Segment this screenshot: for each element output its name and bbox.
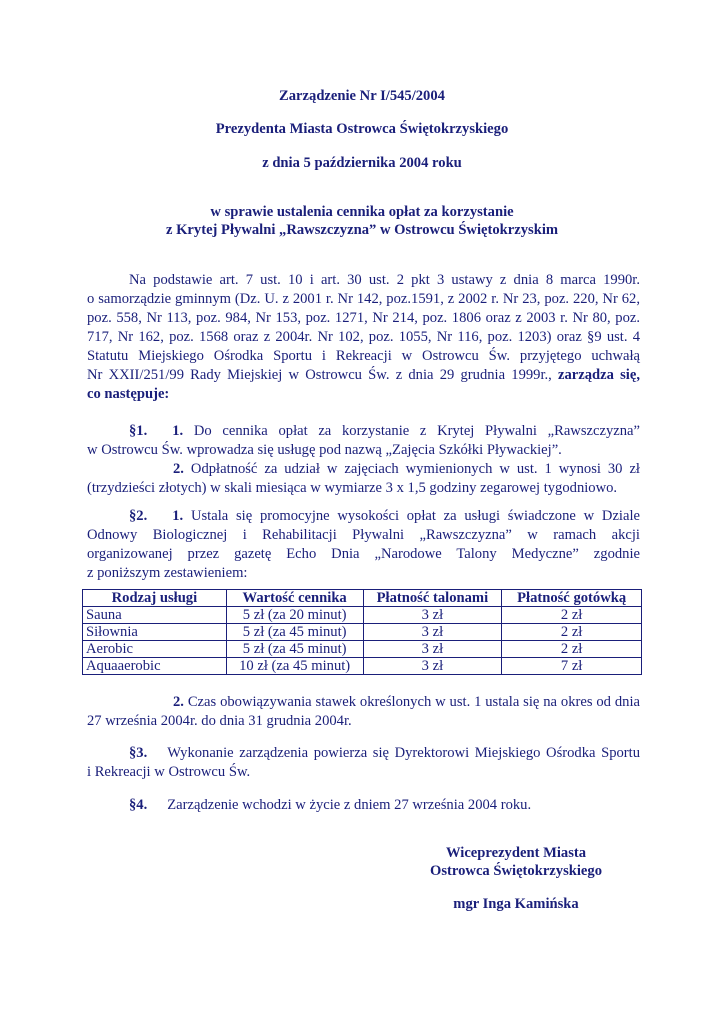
- coupon-payment-cell: 3 zł: [363, 641, 502, 658]
- price-table-header: Rodzaj usługi: [83, 590, 227, 607]
- par3-label: §3.: [129, 745, 148, 761]
- par1-pt2-line1: Odpłatność za udział w zajęciach wymienionych w ust. 1 wynosi 30 zł: [190, 461, 640, 477]
- par2-pt1-line4: z poniższym zestawieniem:: [87, 565, 248, 581]
- list-price-cell: 5 zł (za 45 minut): [226, 624, 363, 641]
- price-table-row: [83, 641, 642, 658]
- subject-line-2: z Krytej Pływalni „Rawszczyzna” w Ostrowcu Świętokrzyskim: [165, 222, 559, 238]
- list-price-cell: 5 zł (za 45 minut): [226, 641, 363, 658]
- cash-payment-cell: 2 zł: [502, 607, 642, 624]
- signature-title-line-1: Wiceprezydent Miasta: [445, 845, 587, 861]
- paragraph-2-point-2: [87, 693, 640, 731]
- preamble-bold-last-line: co następuje:: [87, 386, 170, 402]
- service-name-cell: Siłownia: [83, 624, 227, 641]
- document-title: Zarządzenie Nr I/545/2004: [279, 88, 445, 104]
- par2-pt1-line1: Ustala się promocyjne wysokości opłat za usługi świadczone w Dziale: [190, 508, 640, 524]
- par2-label: §2.: [129, 508, 148, 524]
- par3-line2: i Rekreacji w Ostrowcu Św.: [87, 764, 251, 780]
- service-name-cell: Sauna: [83, 607, 227, 624]
- par4-line: [87, 796, 640, 815]
- paragraph-4: [87, 796, 640, 815]
- par2-pt2-line2: 27 września 2004r. do dnia 31 grudnia 2004r.: [87, 713, 352, 729]
- paragraph-1: [87, 422, 640, 498]
- paragraph-2: [87, 507, 640, 583]
- list-price-cell: 10 zł (za 45 minut): [226, 658, 363, 675]
- price-table-row: [83, 607, 642, 624]
- preamble: [87, 271, 640, 404]
- paragraph-3: [87, 744, 640, 782]
- par1-pt1-line2: w Ostrowcu Św. wprowadza się usługę pod nazwą „Zajęcia Szkółki Pływackiej”.: [87, 442, 562, 458]
- subject-line-1: w sprawie ustalenia cennika opłat za korzystanie: [210, 204, 514, 220]
- par2-pt2-first-line: [87, 693, 640, 712]
- service-name-cell: Aerobic: [83, 641, 227, 658]
- coupon-payment-cell: 3 zł: [363, 624, 502, 641]
- preamble-line-2: o samorządzie gminnym (Dz. U. z 2001 r. Nr 142, poz.1591, z 2002 r. Nr 23, poz. 220, Nr 62,: [87, 291, 640, 307]
- par2-pt2-line1: Czas obowiązywania stawek określonych w ust. 1 ustala się na okres od dnia: [187, 694, 640, 710]
- preamble-line-1: Na podstawie art. 7 ust. 10 i art. 30 ust. 2 pkt 3 ustawy z dnia 8 marca 1990r.: [129, 272, 640, 288]
- par4-text: Zarządzenie wchodzi w życie z dniem 27 września 2004 roku.: [167, 797, 532, 813]
- price-table-row: [83, 624, 642, 641]
- cash-payment-cell: 2 zł: [502, 641, 642, 658]
- par3-first-line: [87, 744, 640, 763]
- par1-label: §1.: [129, 423, 148, 439]
- par2-line-1: [87, 507, 640, 526]
- cash-payment-cell: 7 zł: [502, 658, 642, 675]
- par2-pt1-num: 1.: [172, 508, 184, 524]
- par2-pt2-num: 2.: [173, 694, 184, 710]
- preamble-line-6: [87, 366, 640, 385]
- price-table-header: Płatność talonami: [363, 590, 502, 607]
- preamble-bold-tail: zarządza się,: [558, 367, 640, 383]
- par2-pt1-line2: Odnowy Biologicznej i Rehabilitacji Pływalni „Rawszczyzna” w ramach akcji: [87, 527, 640, 543]
- preamble-line-3: poz. 558, Nr 113, poz. 984, Nr 153, poz. 1271, Nr 214, poz. 1806 oraz z 2003 r. Nr 80, poz.: [87, 310, 640, 326]
- par1-line-1: [87, 422, 640, 441]
- price-table: [82, 589, 642, 675]
- signature-title-line-2: Ostrowca Świętokrzyskiego: [430, 863, 602, 879]
- preamble-line-6-text: Nr XXII/251/99 Rady Miejskiej w Ostrowcu Św. z dnia 29 grudnia 1999r.,: [87, 367, 552, 383]
- par2-pt1-line3: organizowanej przez gazetę Echo Dnia „Narodowe Talony Medyczne” zgodnie: [87, 546, 640, 562]
- par1-pt2-line2: (trzydzieści złotych) w skali miesiąca w wymiarze 3 x 1,5 godziny zegarowej tygodniowo.: [87, 480, 618, 496]
- date-line: z dnia 5 października 2004 roku: [262, 155, 462, 171]
- par1-pt2-num: 2.: [173, 461, 184, 477]
- service-name-cell: Aquaaerobic: [83, 658, 227, 675]
- par4-label: §4.: [129, 797, 148, 813]
- par1-pt1-num: 1.: [172, 423, 184, 439]
- preamble-line-4: 717, Nr 162, poz. 1568 oraz z 2004r. Nr 102, poz. 1055, Nr 116, poz. 1203) oraz §9 ust. 4: [87, 329, 640, 345]
- cash-payment-cell: 2 zł: [502, 624, 642, 641]
- price-table-header: Wartość cennika: [226, 590, 363, 607]
- par1-line-3: [87, 460, 640, 479]
- preamble-line-5: Statutu Miejskiego Ośrodka Sportu i Rekreacji w Ostrowcu Św. przyjętego uchwałą: [87, 348, 640, 364]
- price-table-row: [83, 658, 642, 675]
- issuer-line: Prezydenta Miasta Ostrowca Świętokrzyskiego: [215, 121, 509, 137]
- coupon-payment-cell: 3 zł: [363, 607, 502, 624]
- par1-pt1-line1: Do cennika opłat za korzystanie z Krytej Pływalni „Rawszczyzna”: [193, 423, 640, 439]
- signatory-name: mgr Inga Kamińska: [453, 896, 579, 912]
- list-price-cell: 5 zł (za 20 minut): [226, 607, 363, 624]
- price-table-header-row: [83, 590, 642, 607]
- price-table-header: Płatność gotówką: [502, 590, 642, 607]
- par3-line1: Wykonanie zarządzenia powierza się Dyrektorowi Miejskiego Ośrodka Sportu: [167, 745, 640, 761]
- coupon-payment-cell: 3 zł: [363, 658, 502, 675]
